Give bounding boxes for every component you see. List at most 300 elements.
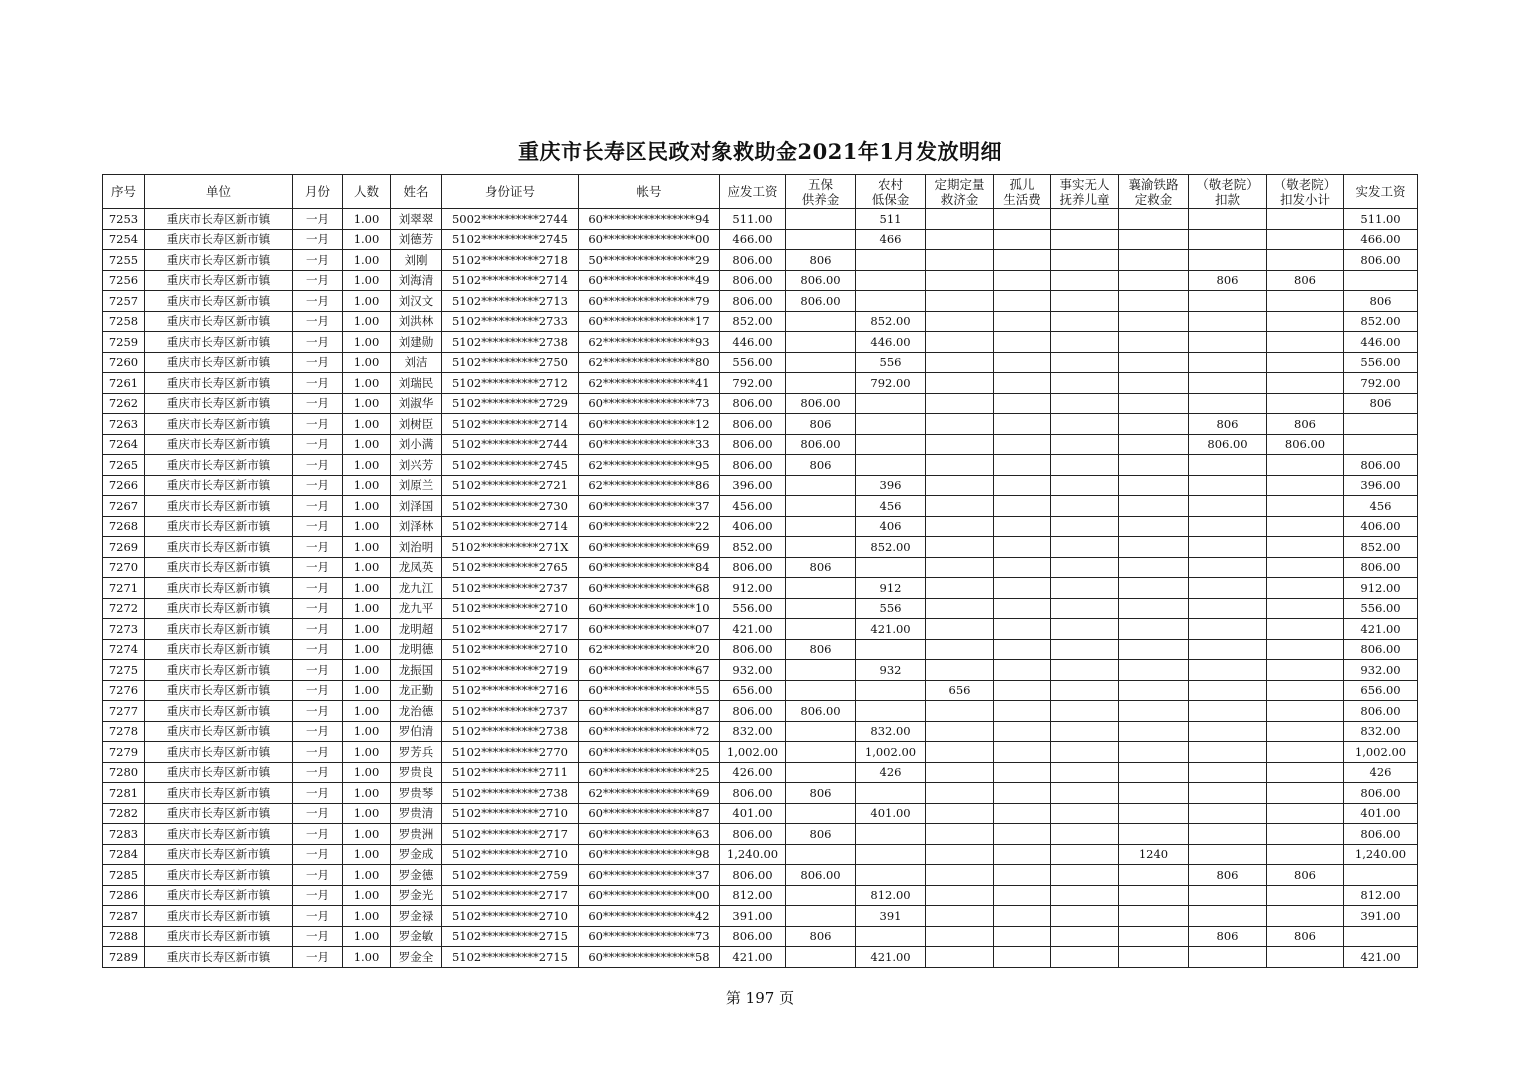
table-cell: 1,240.00 [1344, 844, 1418, 865]
table-cell [1267, 803, 1344, 824]
table-row [103, 557, 1418, 578]
table-cell [1267, 598, 1344, 619]
table-cell [994, 742, 1051, 763]
column-header: 序号 [103, 175, 145, 209]
table-cell [856, 701, 926, 722]
table-cell: 龙凤英 [391, 557, 442, 578]
table-cell [1189, 291, 1267, 312]
table-cell: 重庆市长寿区新市镇 [145, 311, 293, 332]
table-cell [1189, 250, 1267, 271]
table-cell: 806 [786, 455, 856, 476]
table-cell [1189, 332, 1267, 353]
table-cell: 556.00 [1344, 598, 1418, 619]
table-cell [1189, 537, 1267, 558]
table-row [103, 311, 1418, 332]
table-cell: 一月 [293, 721, 343, 742]
table-cell: 426 [1344, 762, 1418, 783]
table-cell [1051, 906, 1119, 927]
column-header: 定期定量 救济金 [926, 175, 994, 209]
table-cell [994, 373, 1051, 394]
table-cell: 60****************69 [579, 537, 720, 558]
table-cell: 重庆市长寿区新市镇 [145, 619, 293, 640]
table-cell [1267, 721, 1344, 742]
table-cell [926, 229, 994, 250]
table-cell [1189, 947, 1267, 968]
table-cell [1267, 455, 1344, 476]
table-row [103, 783, 1418, 804]
table-cell: 421.00 [1344, 619, 1418, 640]
table-cell: 一月 [293, 865, 343, 886]
table-cell [994, 291, 1051, 312]
table-cell [1119, 496, 1189, 517]
table-cell: 1.00 [343, 865, 391, 886]
table-cell [1119, 414, 1189, 435]
table-cell: 5102**********2738 [442, 332, 579, 353]
table-cell [1051, 803, 1119, 824]
table-cell: 1,002.00 [720, 742, 786, 763]
table-cell: 龙明超 [391, 619, 442, 640]
table-cell: 重庆市长寿区新市镇 [145, 393, 293, 414]
table-cell [926, 865, 994, 886]
table-cell: 806.00 [1344, 455, 1418, 476]
table-cell [1344, 414, 1418, 435]
table-cell: 重庆市长寿区新市镇 [145, 496, 293, 517]
table-cell: 7280 [103, 762, 145, 783]
table-cell [1119, 291, 1189, 312]
table-cell: 806 [1344, 393, 1418, 414]
table-cell: 5102**********2714 [442, 414, 579, 435]
table-cell [926, 906, 994, 927]
table-cell [1119, 598, 1189, 619]
table-cell [786, 660, 856, 681]
table-cell: 5102**********2715 [442, 926, 579, 947]
table-cell: 60****************67 [579, 660, 720, 681]
table-cell: 1.00 [343, 844, 391, 865]
table-cell [1119, 332, 1189, 353]
table-cell: 806.00 [720, 701, 786, 722]
table-cell: 一月 [293, 557, 343, 578]
table-row [103, 352, 1418, 373]
table-cell: 重庆市长寿区新市镇 [145, 578, 293, 599]
table-cell: 重庆市长寿区新市镇 [145, 557, 293, 578]
table-cell: 7265 [103, 455, 145, 476]
table-cell [926, 598, 994, 619]
table-cell: 466 [856, 229, 926, 250]
column-header: 月份 [293, 175, 343, 209]
table-cell [994, 414, 1051, 435]
table-cell [786, 762, 856, 783]
table-cell [994, 250, 1051, 271]
table-cell: 1.00 [343, 742, 391, 763]
table-cell: 一月 [293, 762, 343, 783]
table-cell: 一月 [293, 885, 343, 906]
table-cell: 5102**********2759 [442, 865, 579, 886]
table-cell [926, 291, 994, 312]
table-cell [1344, 434, 1418, 455]
table-cell [1267, 619, 1344, 640]
table-cell: 806 [1267, 926, 1344, 947]
table-cell [1051, 270, 1119, 291]
table-cell [926, 762, 994, 783]
table-row [103, 701, 1418, 722]
table-cell: 重庆市长寿区新市镇 [145, 475, 293, 496]
table-cell [1189, 660, 1267, 681]
table-cell: 60****************12 [579, 414, 720, 435]
table-cell [1189, 393, 1267, 414]
table-cell [926, 721, 994, 742]
table-cell: 556 [856, 598, 926, 619]
table-cell: 60****************72 [579, 721, 720, 742]
table-cell: 60****************22 [579, 516, 720, 537]
table-cell: 重庆市长寿区新市镇 [145, 639, 293, 660]
table-cell: 806.00 [1344, 783, 1418, 804]
table-cell: 7267 [103, 496, 145, 517]
table-cell: 一月 [293, 660, 343, 681]
table-cell: 5102**********2738 [442, 721, 579, 742]
column-header: 农村 低保金 [856, 175, 926, 209]
table-cell: 62****************69 [579, 783, 720, 804]
table-cell: 重庆市长寿区新市镇 [145, 270, 293, 291]
table-cell [1119, 762, 1189, 783]
table-cell: 806.00 [786, 270, 856, 291]
table-cell [1189, 557, 1267, 578]
table-cell: 401.00 [856, 803, 926, 824]
table-cell [1189, 455, 1267, 476]
table-cell [1189, 824, 1267, 845]
table-cell: 912.00 [1344, 578, 1418, 599]
table-cell: 7281 [103, 783, 145, 804]
table-cell [1267, 311, 1344, 332]
table-cell: 一月 [293, 414, 343, 435]
table-row [103, 824, 1418, 845]
table-cell: 60****************17 [579, 311, 720, 332]
table-cell [786, 844, 856, 865]
table-cell: 401.00 [720, 803, 786, 824]
table-cell: 391.00 [720, 906, 786, 927]
table-cell: 5102**********2733 [442, 311, 579, 332]
table-cell: 806.00 [786, 701, 856, 722]
table-cell: 一月 [293, 619, 343, 640]
table-cell: 556.00 [720, 598, 786, 619]
table-cell [994, 680, 1051, 701]
table-cell: 806.00 [720, 434, 786, 455]
table-cell [994, 803, 1051, 824]
table-cell: 龙九平 [391, 598, 442, 619]
table-cell: 7259 [103, 332, 145, 353]
table-cell: 刘淑华 [391, 393, 442, 414]
table-cell [1051, 742, 1119, 763]
table-cell: 1.00 [343, 619, 391, 640]
table-cell: 7279 [103, 742, 145, 763]
table-cell: 832.00 [856, 721, 926, 742]
table-cell: 806 [786, 824, 856, 845]
table-cell: 龙治德 [391, 701, 442, 722]
table-row [103, 803, 1418, 824]
table-cell: 7260 [103, 352, 145, 373]
table-row [103, 742, 1418, 763]
table-cell: 罗贵清 [391, 803, 442, 824]
table-cell: 1.00 [343, 250, 391, 271]
table-cell: 一月 [293, 701, 343, 722]
table-cell [786, 352, 856, 373]
table-cell: 5102**********2710 [442, 906, 579, 927]
column-header: 襄渝铁路 定救金 [1119, 175, 1189, 209]
table-cell [1189, 496, 1267, 517]
table-cell [856, 291, 926, 312]
table-cell: 60****************84 [579, 557, 720, 578]
table-row [103, 475, 1418, 496]
table-cell: 刘建勋 [391, 332, 442, 353]
table-cell [1051, 557, 1119, 578]
table-cell: 7286 [103, 885, 145, 906]
table-cell: 1.00 [343, 393, 391, 414]
table-cell: 刘泽林 [391, 516, 442, 537]
table-row [103, 947, 1418, 968]
table-cell: 62****************93 [579, 332, 720, 353]
table-cell [856, 680, 926, 701]
table-cell [994, 311, 1051, 332]
table-cell [1051, 721, 1119, 742]
table-cell: 一月 [293, 270, 343, 291]
table-row [103, 578, 1418, 599]
table-cell: 806 [1189, 926, 1267, 947]
table-cell [994, 270, 1051, 291]
table-cell [1119, 639, 1189, 660]
table-cell: 1.00 [343, 352, 391, 373]
table-cell [1267, 557, 1344, 578]
table-cell [1189, 373, 1267, 394]
table-cell: 60****************58 [579, 947, 720, 968]
table-cell: 刘树臣 [391, 414, 442, 435]
table-cell: 806.00 [1344, 639, 1418, 660]
table-cell: 806.00 [1344, 250, 1418, 271]
table-cell: 7264 [103, 434, 145, 455]
table-cell [1267, 639, 1344, 660]
table-cell [1051, 660, 1119, 681]
table-cell [856, 557, 926, 578]
table-cell: 60****************73 [579, 926, 720, 947]
table-cell: 7284 [103, 844, 145, 865]
table-cell [1119, 475, 1189, 496]
table-cell: 7254 [103, 229, 145, 250]
table-cell: 806 [786, 414, 856, 435]
table-cell: 812.00 [1344, 885, 1418, 906]
table-cell [786, 578, 856, 599]
table-cell [1119, 721, 1189, 742]
table-cell [994, 557, 1051, 578]
table-cell: 重庆市长寿区新市镇 [145, 824, 293, 845]
table-cell: 1.00 [343, 209, 391, 230]
table-cell: 一月 [293, 455, 343, 476]
table-cell: 7256 [103, 270, 145, 291]
table-cell: 罗贵洲 [391, 824, 442, 845]
table-cell: 1.00 [343, 824, 391, 845]
table-cell: 5102**********2717 [442, 619, 579, 640]
table-cell [786, 475, 856, 496]
table-cell: 62****************95 [579, 455, 720, 476]
table-cell: 1.00 [343, 947, 391, 968]
table-cell: 806.00 [786, 434, 856, 455]
table-cell [994, 926, 1051, 947]
table-cell [1119, 824, 1189, 845]
table-cell: 重庆市长寿区新市镇 [145, 250, 293, 271]
table-cell: 刘洁 [391, 352, 442, 373]
table-cell [994, 578, 1051, 599]
table-cell: 重庆市长寿区新市镇 [145, 721, 293, 742]
table-cell: 401.00 [1344, 803, 1418, 824]
table-cell [786, 516, 856, 537]
table-cell: 806 [1189, 865, 1267, 886]
table-cell [1189, 352, 1267, 373]
table-cell [1051, 516, 1119, 537]
table-row [103, 762, 1418, 783]
table-cell [1267, 229, 1344, 250]
table-body [103, 209, 1418, 968]
table-cell [926, 619, 994, 640]
table-cell [1189, 578, 1267, 599]
table-cell [1051, 865, 1119, 886]
table-cell [926, 557, 994, 578]
table-cell: 5102**********2730 [442, 496, 579, 517]
table-cell: 7253 [103, 209, 145, 230]
table-cell: 1.00 [343, 721, 391, 742]
table-cell [994, 844, 1051, 865]
table-cell: 罗伯清 [391, 721, 442, 742]
table-cell [1119, 352, 1189, 373]
table-cell: 重庆市长寿区新市镇 [145, 373, 293, 394]
table-row [103, 414, 1418, 435]
table-cell: 806 [1267, 270, 1344, 291]
table-cell: 7271 [103, 578, 145, 599]
table-cell: 391.00 [1344, 906, 1418, 927]
table-cell: 1,240.00 [720, 844, 786, 865]
table-cell [786, 229, 856, 250]
table-cell [1119, 455, 1189, 476]
table-cell: 812.00 [856, 885, 926, 906]
table-cell: 60****************98 [579, 844, 720, 865]
table-cell: 421.00 [856, 947, 926, 968]
table-cell: 一月 [293, 742, 343, 763]
table-cell: 一月 [293, 373, 343, 394]
table-cell: 806.00 [786, 393, 856, 414]
table-cell [1267, 332, 1344, 353]
table-cell: 一月 [293, 291, 343, 312]
table-row [103, 906, 1418, 927]
table-row [103, 434, 1418, 455]
table-cell: 刘原兰 [391, 475, 442, 496]
table-cell [1119, 557, 1189, 578]
table-cell [1051, 352, 1119, 373]
table-cell [1267, 516, 1344, 537]
table-cell [1344, 270, 1418, 291]
table-cell [994, 332, 1051, 353]
table-cell [1119, 250, 1189, 271]
table-cell: 重庆市长寿区新市镇 [145, 660, 293, 681]
table-cell: 806.00 [720, 455, 786, 476]
table-cell: 792.00 [856, 373, 926, 394]
table-cell: 1.00 [343, 455, 391, 476]
table-cell [994, 906, 1051, 927]
table-cell [786, 598, 856, 619]
table-cell: 一月 [293, 250, 343, 271]
table-cell [856, 414, 926, 435]
table-cell: 806.00 [1267, 434, 1344, 455]
table-cell [1119, 229, 1189, 250]
table-cell [1051, 844, 1119, 865]
table-cell: 刘兴芳 [391, 455, 442, 476]
table-cell: 重庆市长寿区新市镇 [145, 906, 293, 927]
table-cell: 60****************33 [579, 434, 720, 455]
table-cell: 5102**********2714 [442, 270, 579, 291]
table-cell [1051, 373, 1119, 394]
table-cell: 806.00 [1344, 701, 1418, 722]
table-cell: 806.00 [786, 291, 856, 312]
table-cell [994, 496, 1051, 517]
table-cell: 806.00 [1189, 434, 1267, 455]
table-cell: 7274 [103, 639, 145, 660]
table-cell [994, 660, 1051, 681]
table-cell [926, 537, 994, 558]
table-row [103, 598, 1418, 619]
table-cell: 重庆市长寿区新市镇 [145, 291, 293, 312]
table-cell: 806.00 [720, 291, 786, 312]
table-cell [1189, 783, 1267, 804]
table-cell: 60****************63 [579, 824, 720, 845]
table-cell [994, 598, 1051, 619]
table-cell [1267, 250, 1344, 271]
table-cell: 62****************41 [579, 373, 720, 394]
table-row [103, 619, 1418, 640]
table-cell: 426 [856, 762, 926, 783]
table-cell: 406.00 [1344, 516, 1418, 537]
table-row [103, 209, 1418, 230]
table-cell [856, 865, 926, 886]
table-cell [1051, 455, 1119, 476]
table-cell: 重庆市长寿区新市镇 [145, 783, 293, 804]
table-cell: 806.00 [1344, 824, 1418, 845]
table-row [103, 537, 1418, 558]
table-cell: 刘洪林 [391, 311, 442, 332]
table-cell [1051, 783, 1119, 804]
table-row [103, 332, 1418, 353]
table-cell: 5102**********2738 [442, 783, 579, 804]
table-cell [926, 516, 994, 537]
table-cell: 刘刚 [391, 250, 442, 271]
table-cell: 一月 [293, 680, 343, 701]
table-cell [926, 742, 994, 763]
table-cell [1051, 824, 1119, 845]
table-cell [1119, 393, 1189, 414]
table-cell [994, 639, 1051, 660]
table-cell [1119, 373, 1189, 394]
table-cell: 852.00 [856, 537, 926, 558]
table-row [103, 639, 1418, 660]
table-cell [1051, 475, 1119, 496]
document-title: 重庆市长寿区民政对象救助金2021年1月发放明细 [517, 139, 1003, 164]
table-cell [994, 885, 1051, 906]
table-cell: 421.00 [1344, 947, 1418, 968]
table-cell: 5102**********2715 [442, 947, 579, 968]
table-cell: 7282 [103, 803, 145, 824]
table-cell [1119, 660, 1189, 681]
table-cell: 龙九江 [391, 578, 442, 599]
table-cell: 912.00 [720, 578, 786, 599]
table-cell [926, 803, 994, 824]
table-cell [1189, 311, 1267, 332]
table-cell: 806.00 [720, 639, 786, 660]
table-cell: 1.00 [343, 332, 391, 353]
table-cell: 罗金光 [391, 885, 442, 906]
